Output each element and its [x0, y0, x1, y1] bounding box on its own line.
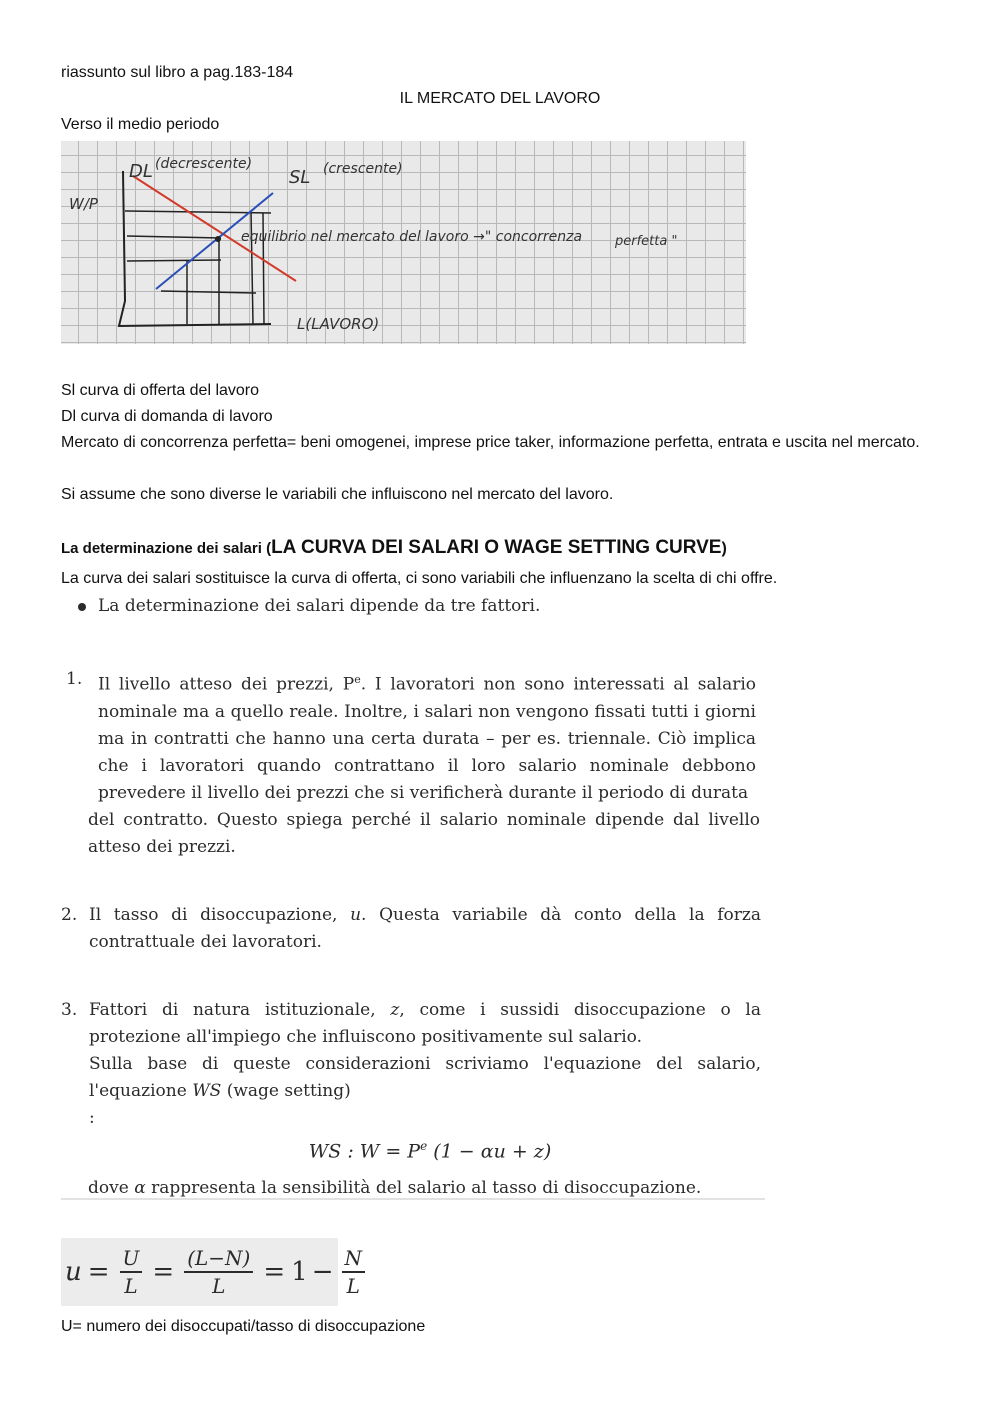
excerpt-bullet: La determinazione dei salari dipende da tre fattori. — [78, 596, 540, 616]
equilibrium-note: equilibrio nel mercato del lavoro →" concorrenza — [241, 229, 583, 245]
summary-note: riassunto sul libro a pag.183-184 — [61, 64, 294, 81]
item-3: 3. Fattori di natura istituzionale, z, come i sussidi disoccupazione o la protezione all'impiego che influiscono positivamente sul salario. Sulla base di queste considerazioni scriviamo l'equazione del salario, l'equazione WS (wage setting) : — [61, 1000, 762, 1128]
axes-sketch — [119, 171, 271, 326]
page-title: IL MERCATO DEL LAVORO — [399, 90, 601, 107]
guide-lines — [125, 211, 271, 293]
definition-sl: Sl curva di offerta del lavoro — [61, 382, 260, 399]
labor-market-sketch — [61, 141, 746, 344]
unemployment-formula: u = $\frac{U}{L}$ = $\frac{(L-N)}{L}$ = 1 − $\frac{N}{L}$ — [61, 1238, 338, 1306]
definition-dl: Dl curva di domanda di lavoro — [61, 408, 273, 425]
subtitle: Verso il medio periodo — [61, 116, 220, 133]
section-heading — [61, 537, 727, 559]
excerpt-divider — [61, 1198, 765, 1200]
section-intro: La curva dei salari sostituisce la curva di offerta, ci sono variabili che influenzano la scelta di chi offre. — [61, 570, 778, 587]
equilibrium-note-2: perfetta " — [615, 234, 678, 249]
ws-equation: WS : $W = P^e$ (1 − αu + z) — [308, 1139, 552, 1163]
sl-note: (crescente) — [323, 161, 403, 177]
x-axis-label: L(LAVORO) — [297, 315, 380, 333]
bullet-icon — [78, 603, 86, 611]
dl-label: DL — [129, 161, 153, 182]
y-axis-label: W/P — [69, 195, 98, 213]
definition-perfect-competition: Mercato di concorrenza perfetta= beni omogenei, imprese price taker, informazione perfetta, entrata e uscita nel mercato. — [61, 434, 920, 451]
alpha-note: dove α rappresenta la sensibilità del salario al tasso di disoccupazione. — [88, 1178, 702, 1198]
section-heading-big: LA CURVA DEI SALARI O WAGE SETTING CURVE — [271, 537, 722, 558]
item-1-continued: del contratto. Questo spiega perché il salario nominale dipende dal livello atteso dei prezzi. — [88, 810, 760, 857]
item-2: 2. Il tasso di disoccupazione, u. Questa variabile dà conto della la forza contrattuale dei lavoratori. — [61, 905, 761, 952]
footer-note: U= numero dei disoccupati/tasso di disoccupazione — [61, 1318, 426, 1335]
definition-variables: Si assume che sono diverse le variabili che influiscono nel mercato del lavoro. — [61, 486, 614, 503]
item-1: 1. Il livello atteso dei prezzi, $P^e$. I lavoratori non sono interessati al salario nominale ma a quello reale. Inoltre, i salari non vengono fissati tutti i giorni ma in contratti che hanno una certa durata – per es. triennale. Ciò implica che i lavoratori quando contrattano il loro salario nominale debbono prevedere il livello dei prezzi che si verificherà durante il periodo di durata — [66, 669, 756, 803]
section-heading-small: La determinazione dei salari ( — [61, 540, 272, 557]
equilibrium-point — [215, 236, 221, 242]
dl-note: (decrescente) — [155, 156, 253, 172]
sl-label: SL — [289, 167, 311, 188]
section-heading-close: ) — [721, 540, 727, 557]
